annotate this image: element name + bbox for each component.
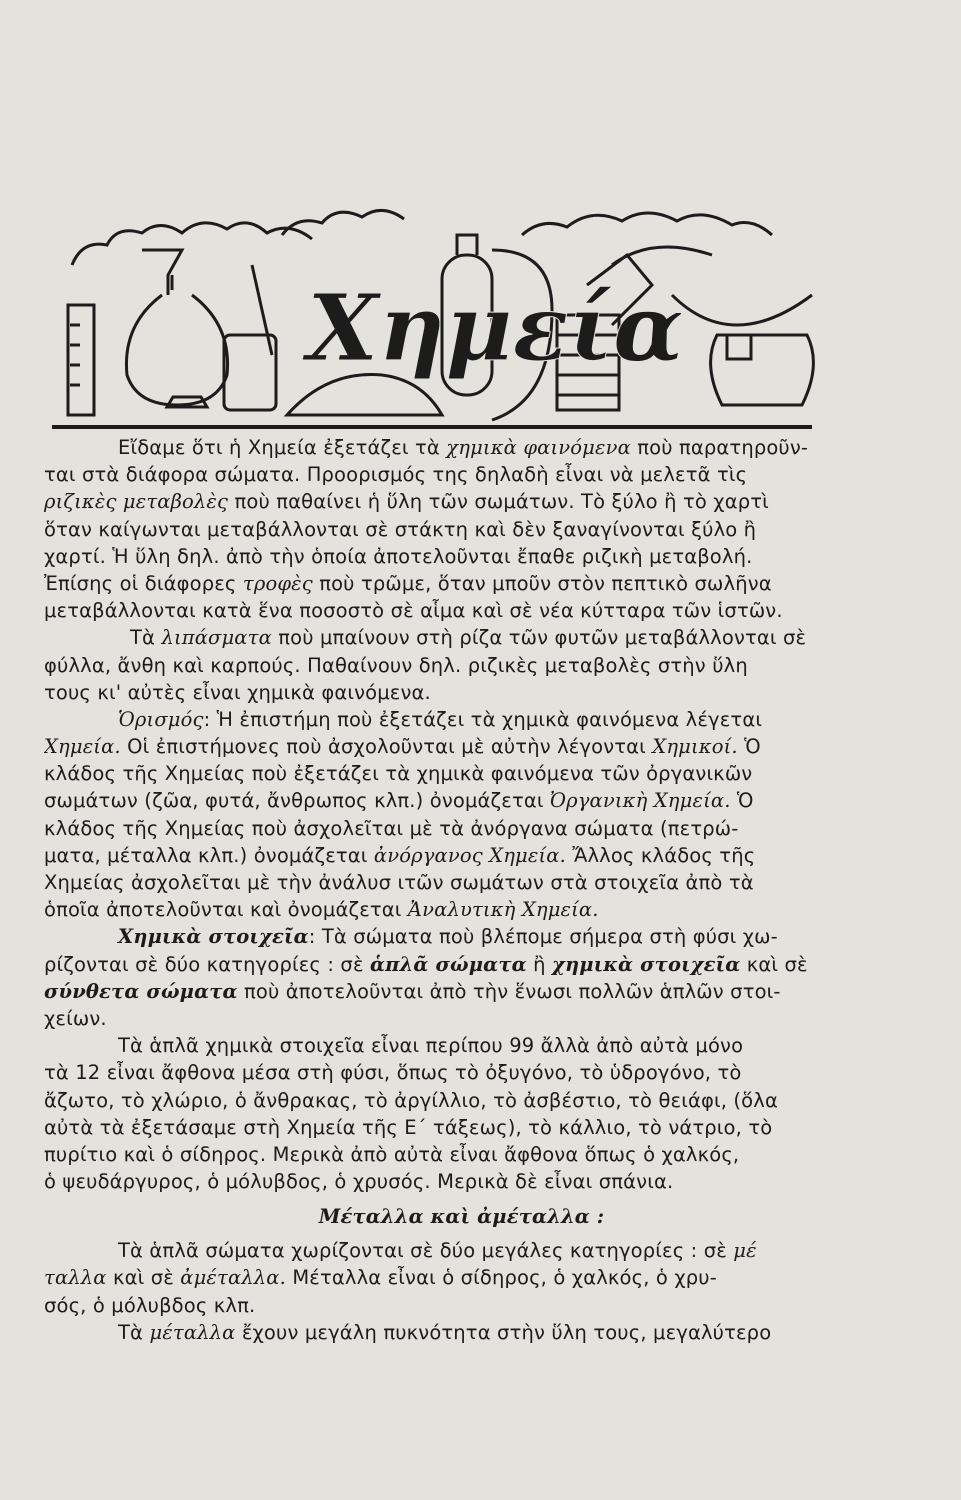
paragraph-line: Τὰ μέταλλα ἔχουν μεγάλη πυκνότητα στὴν ὕλη τους, μεγαλύτερο bbox=[118, 1320, 772, 1344]
paragraph-line: ματα, μέταλλα κλπ.) ὀνομάζεται ἀνόργανος Χημεία. Ἄλλος κλάδος τῆς bbox=[44, 843, 756, 867]
paragraph-line: Τὰ ἁπλᾶ χημικὰ στοιχεῖα εἶναι περίπου 99 ἄλλὰ ἀπὸ αὐτὰ μόνο bbox=[118, 1034, 744, 1058]
paragraph-line: ταλλα καὶ σὲ ἀμέταλλα. Μέταλλα εἶναι ὁ σίδηρος, ὁ χαλκός, ὁ χρυ- bbox=[44, 1266, 717, 1290]
paragraph-line: σός, ὁ μόλυβδος κλπ. bbox=[44, 1293, 256, 1317]
paragraph-line: πυρίτιο καὶ ὁ σίδηρος. Μερικὰ ἀπὸ αὐτὰ εἶναι ἄφθονα ὅπως ὁ χαλκός, bbox=[44, 1142, 740, 1166]
paragraph-line: αὐτὰ τὰ ἐξετάσαμε στὴ Χημεία τῆς Ε΄ τάξεως), τὸ κάλλιο, τὸ νάτριο, τὸ bbox=[44, 1115, 773, 1139]
paragraph-line: Χημικὰ στοιχεῖα: Τὰ σώματα ποὺ βλέπομε σήμερα στὴ φύσι χω- bbox=[118, 925, 778, 949]
body-text bbox=[44, 434, 879, 1346]
chemistry-banner-illustration bbox=[52, 195, 827, 435]
paragraph-line: Τὰ ἁπλᾶ σώματα χωρίζονται σὲ δύο μεγάλες κατηγορίες : σὲ μέ bbox=[118, 1239, 757, 1263]
paragraph-line: χαρτί. Ἡ ὕλη δηλ. ἀπὸ τὴν ὁποία ἀποτελοῦνται ἔπαθε ριζικὴ μεταβολή. bbox=[44, 544, 753, 568]
paragraph-line: ὅταν καίγωνται μεταβάλλονται σὲ στάκτη καὶ δὲν ξαναγίνονται ξύλο ἢ bbox=[44, 517, 757, 541]
paragraph-line: χείων. bbox=[44, 1006, 107, 1030]
section-heading: Μέταλλα καὶ ἀμέταλλα : bbox=[318, 1205, 605, 1229]
paragraph-line: Χημείας ἀσχολεῖται μὲ τὴν ἀνάλυσ ιτῶν σωμάτων στὰ στοιχεῖα ἀπὸ τὰ bbox=[44, 871, 754, 894]
paragraph-line: Τὰ λιπάσματα ποὺ μπαίνουν στὴ ρίζα τῶν φυτῶν μεταβάλλονται σὲ bbox=[130, 626, 807, 650]
paragraph-line: φύλλα, ἄνθη καὶ καρπούς. Παθαίνουν δηλ. ριζικὲς μεταβολὲς στὴν ὕλη bbox=[44, 653, 748, 677]
paragraph-line: σωμάτων (ζῶα, φυτά, ἄνθρωπος κλπ.) ὀνομάζεται Ὀργανικὴ Χημεία. Ὁ bbox=[44, 789, 754, 813]
paragraph-line: Ἐπίσης οἱ διάφορες τροφὲς ποὺ τρῶμε, ὅταν μποῦν στὸν πεπτικὸ σωλῆνα bbox=[44, 571, 772, 595]
paragraph-line: ὁποῖα ἀποτελοῦνται καὶ ὀνομάζεται Ἀναλυτικὴ Χημεία. bbox=[44, 898, 599, 922]
banner-title: Χημεία bbox=[307, 274, 684, 382]
paragraph-line: κλάδος τῆς Χημείας ποὺ ἐξετάζει τὰ χημικὰ φαινόμενα τῶν ὀργανικῶν bbox=[44, 762, 753, 786]
paragraph-line: Ὁρισμός: Ἡ ἐπιστήμη ποὺ ἐξετάζει τὰ χημικὰ φαινόμενα λέγεται bbox=[118, 707, 763, 731]
paragraph-line: Εἴδαμε ὅτι ἡ Χημεία ἐξετάζει τὰ χημικὰ φαινόμενα ποὺ παρατηροῦν- bbox=[118, 436, 809, 459]
paragraph-line: τους κι' αὐτὲς εἶναι χημικὰ φαινόμενα. bbox=[44, 680, 431, 704]
paragraph-line: Χημεία. Οἱ ἐπιστήμονες ποὺ ἀσχολοῦνται μὲ αὐτὴν λέγονται Χημικοί. Ὁ bbox=[44, 735, 761, 759]
paragraph-line: ὁ ψευδάργυρος, ὁ μόλυβδος, ὁ χρυσός. Μερικὰ δὲ εἶναι σπάνια. bbox=[44, 1170, 674, 1194]
paragraph-line: κλάδος τῆς Χημείας ποὺ ἀσχολεῖται μὲ τὰ ἀνόργανα σώματα (πετρώ- bbox=[44, 816, 739, 840]
paragraph-line: ἄζωτο, τὸ χλώριο, ὁ ἄνθρακας, τὸ ἀργίλλιο, τὸ ἀσβέστιο, τὸ θειάφι, (ὅλα bbox=[44, 1088, 778, 1112]
paragraph-line: τὰ 12 εἶναι ἄφθονα μέσα στὴ φύσι, ὅπως τὸ ὀξυγόνο, τὸ ὑδρογόνο, τὸ bbox=[44, 1061, 742, 1085]
paragraph-line: ριζικὲς μεταβολὲς ποὺ παθαίνει ἡ ὕλη τῶν σωμάτων. Τὸ ξύλο ἢ τὸ χαρτὶ bbox=[44, 490, 769, 514]
paragraph-line: μεταβάλλονται κατὰ ἕνα ποσοστὸ σὲ αἷμα καὶ σὲ νέα κύτταρα τῶν ἱστῶν. bbox=[44, 599, 783, 623]
paragraph-line: ται στὰ διάφορα σώματα. Προορισμός της δηλαδὴ εἶναι νὰ μελετᾶ τὶς bbox=[44, 463, 748, 487]
paragraph-line: ρίζονται σὲ δύο κατηγορίες : σὲ ἁπλᾶ σώματα ἢ χημικὰ στοιχεῖα καὶ σὲ bbox=[44, 952, 808, 976]
paragraph-line: σύνθετα σώματα ποὺ ἀποτελοῦνται ἀπὸ τὴν ἕνωσι πολλῶν ἁπλῶν στοι- bbox=[44, 979, 781, 1003]
